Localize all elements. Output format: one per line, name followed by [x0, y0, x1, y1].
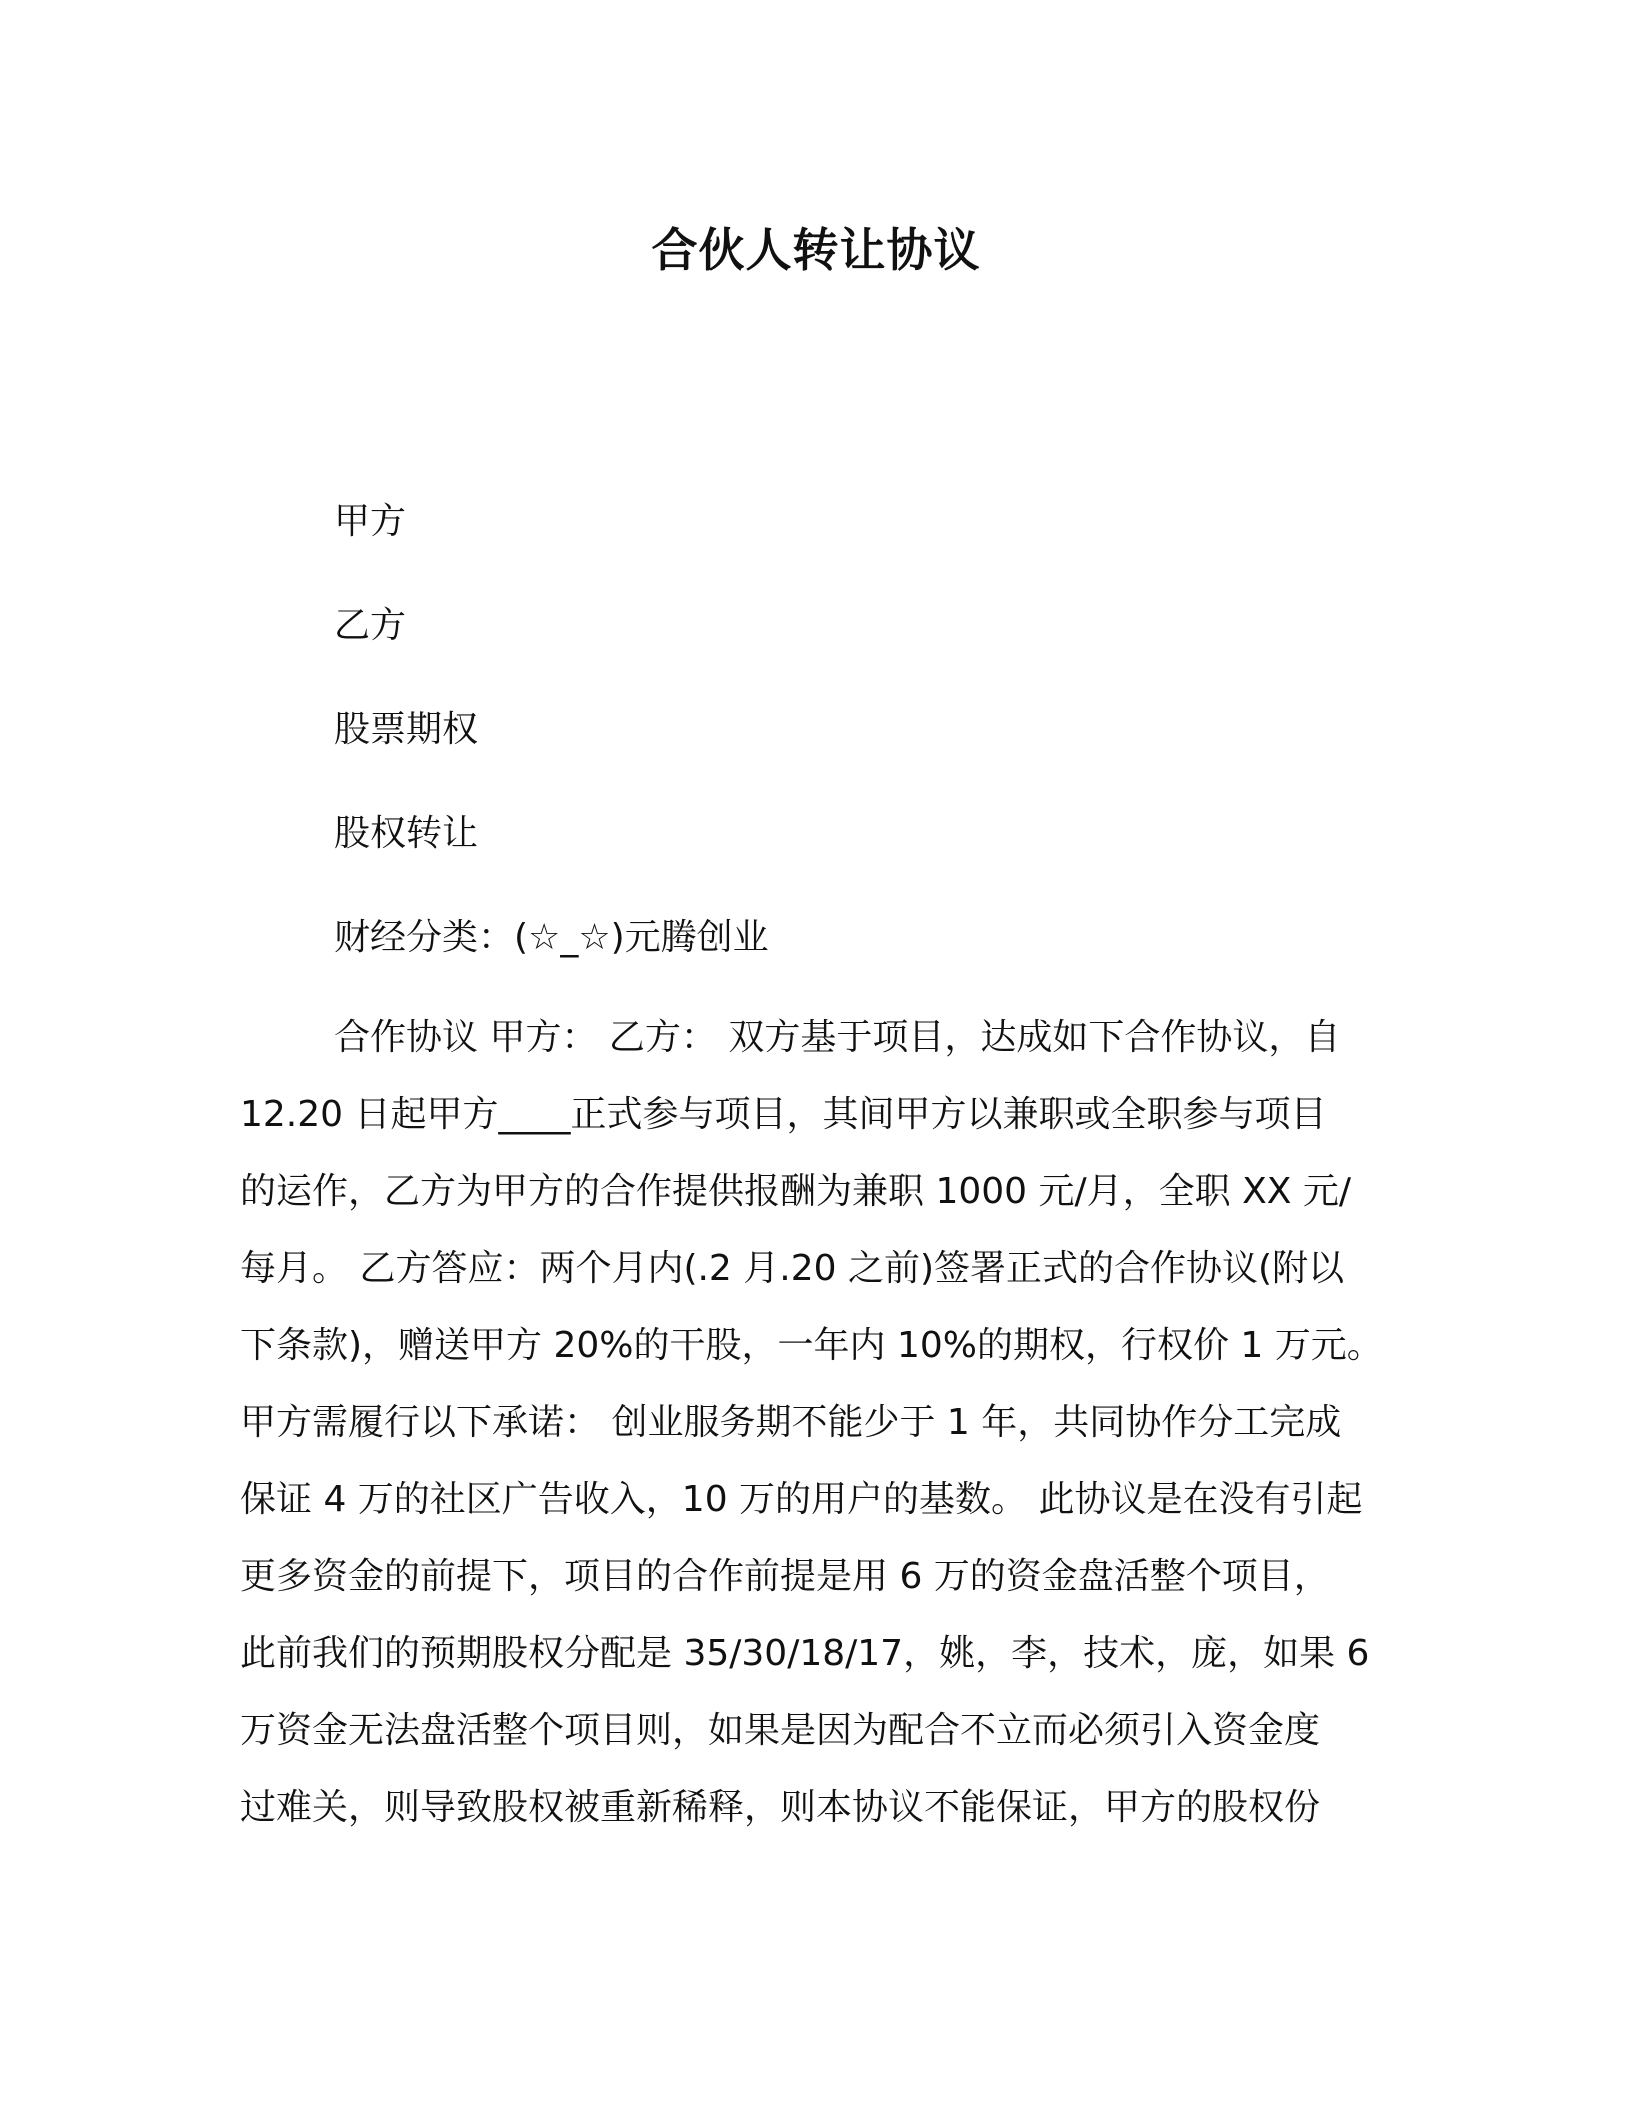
body-line: 12.20 日起甲方____正式参与项目，其间甲方以兼职或全职参与项目: [240, 1094, 1327, 1135]
body-line: 的运作，乙方为甲方的合作提供报酬为兼职 1000 元/月，全职 XX 元/: [240, 1171, 1351, 1212]
body-line: 合作协议 甲方： 乙方： 双方基于项目，达成如下合作协议，自: [334, 1017, 1341, 1058]
body-line: 更多资金的前提下，项目的合作前提是用 6 万的资金盘活整个项目，: [240, 1556, 1330, 1597]
body-line: 万资金无法盘活整个项目则，如果是因为配合不立而必须引入资金度: [240, 1710, 1321, 1751]
equity-transfer-tag: 股权转让: [334, 813, 479, 854]
party-a-label: 甲方: [334, 501, 407, 542]
body-line: 过难关，则导致股权被重新稀释，则本协议不能保证，甲方的股权份: [240, 1787, 1321, 1828]
document-title: 合伙人转让协议: [651, 223, 981, 277]
body-line: 此前我们的预期股权分配是 35/30/18/17，姚，李，技术，庞，如果 6: [240, 1633, 1370, 1674]
party-b-label: 乙方: [334, 605, 407, 646]
body-line: 保证 4 万的社区广告收入，10 万的用户的基数。 此协议是在没有引起: [240, 1479, 1363, 1520]
body-paragraph: [240, 1012, 1400, 1859]
body-line: 甲方需履行以下承诺： 创业服务期不能少于 1 年，共同协作分工完成: [240, 1402, 1342, 1443]
category-line: 财经分类：(☆_☆)元腾创业: [334, 917, 769, 958]
stock-options-tag: 股票期权: [334, 709, 479, 750]
body-line: 每月。 乙方答应：两个月内(.2 月.20 之前)签署正式的合作协议(附以: [240, 1248, 1345, 1289]
body-line: 下条款)，赠送甲方 20%的干股，一年内 10%的期权，行权价 1 万元。: [240, 1325, 1383, 1366]
